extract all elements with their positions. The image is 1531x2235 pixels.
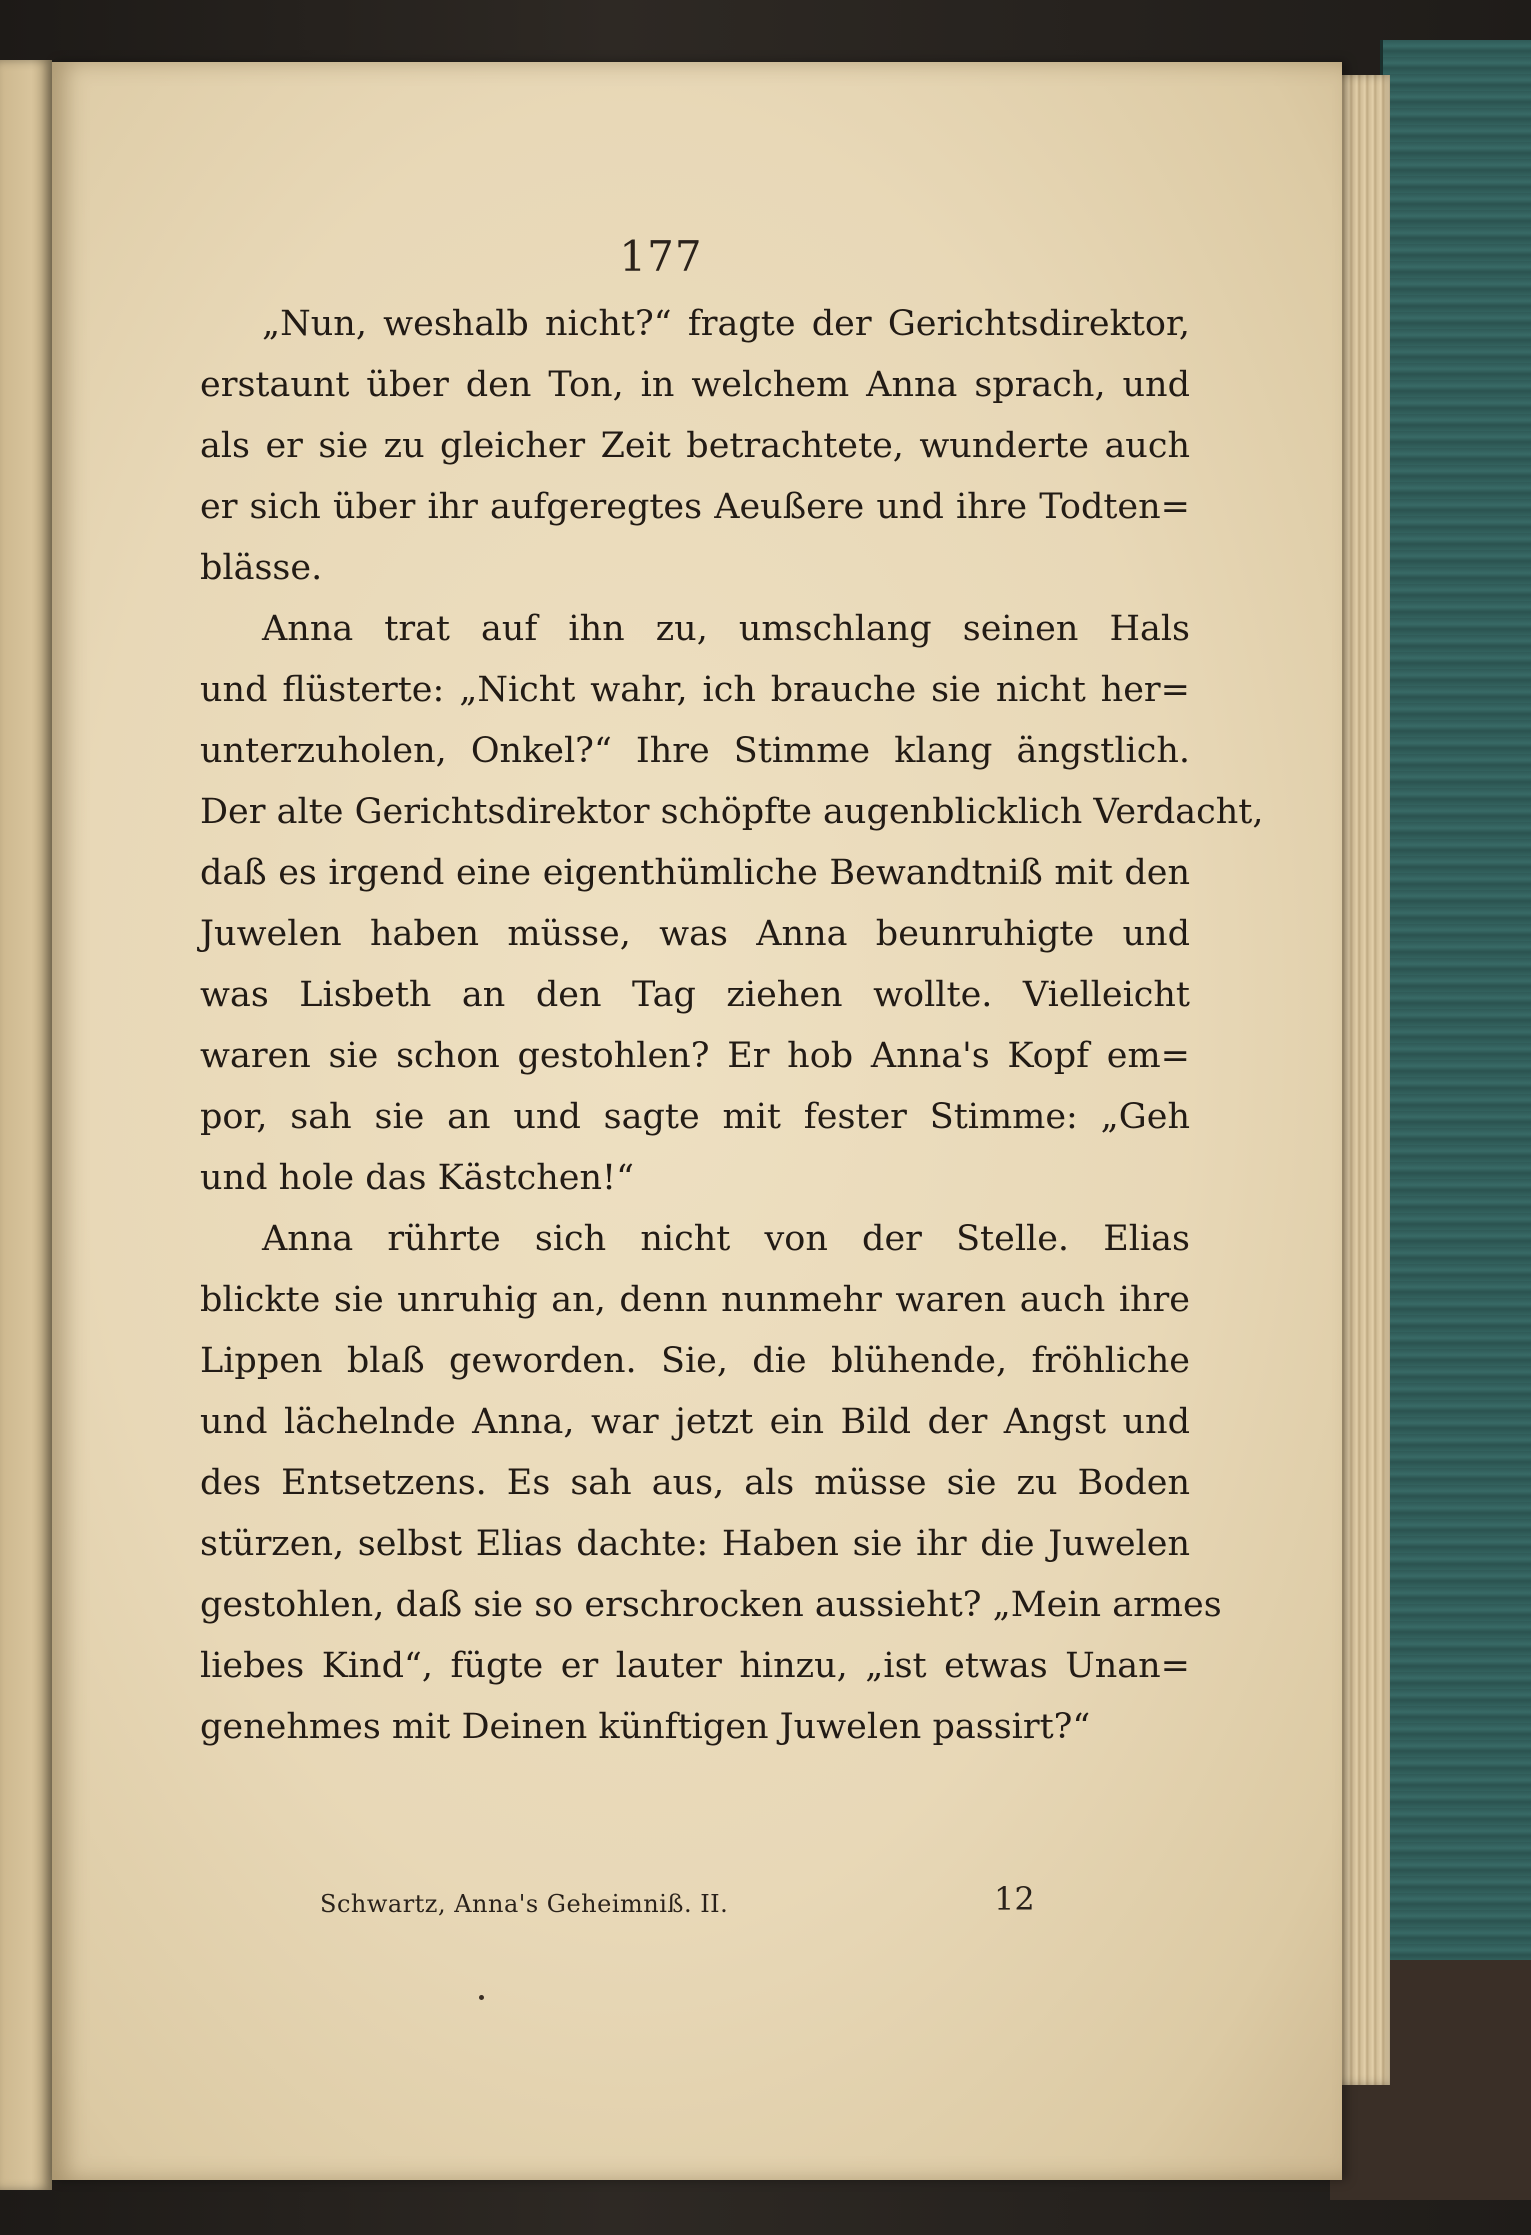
text-block	[200, 294, 1264, 1758]
text-line: des Entsetzens. Es sah aus, als müsse sie zu Boden	[200, 1463, 1190, 1503]
text-line: Juwelen haben müsse, was Anna beunruhigte und	[200, 914, 1190, 954]
text-line: Lippen blaß geworden. Sie, die blühende, fröhliche	[200, 1341, 1190, 1381]
page-number: 177	[619, 232, 703, 281]
text-line: por, sah sie an und sagte mit fester Stimme: „Geh	[200, 1097, 1190, 1137]
text-line: daß es irgend eine eigenthümliche Bewandtniß mit den	[200, 853, 1190, 893]
text-line: Anna trat auf ihn zu, umschlang seinen Hals	[262, 609, 1190, 649]
text-line: „Nun, weshalb nicht?“ fragte der Gerichtsdirektor,	[262, 304, 1190, 344]
paper-speck	[479, 1995, 484, 2000]
book-page	[52, 62, 1342, 2180]
text-line: als er sie zu gleicher Zeit betrachtete, wunderte auch	[200, 426, 1190, 466]
footer-source-line: Schwartz, Anna's Geheimniß. II.	[320, 1890, 729, 1918]
text-line: unterzuholen, Onkel?“ Ihre Stimme klang ängstlich.	[200, 731, 1190, 771]
text-line: stürzen, selbst Elias dachte: Haben sie ihr die Juwelen	[200, 1524, 1190, 1564]
page-footer	[320, 1880, 1190, 1930]
text-line: Der alte Gerichtsdirektor schöpfte augenblicklich Verdacht,	[200, 792, 1264, 832]
text-line: und hole das Kästchen!“	[200, 1158, 635, 1198]
text-line: blickte sie unruhig an, denn nunmehr waren auch ihre	[200, 1280, 1190, 1320]
paragraph-1	[200, 294, 1190, 599]
left-page-edge	[0, 60, 52, 2190]
text-line: und flüsterte: „Nicht wahr, ich brauche sie nicht her=	[200, 670, 1190, 710]
text-line: gestohlen, daß sie so erschrocken aussieht? „Mein armes	[200, 1585, 1222, 1625]
text-line: erstaunt über den Ton, in welchem Anna sprach, und	[200, 365, 1190, 405]
book-cover	[1380, 40, 1531, 2190]
paragraph-2	[200, 599, 1264, 1209]
text-line: waren sie schon gestohlen? Er hob Anna's Kopf em=	[200, 1036, 1190, 1076]
text-line: was Lisbeth an den Tag ziehen wollte. Vielleicht	[200, 975, 1190, 1015]
text-line: genehmes mit Deinen künftigen Juwelen passirt?“	[200, 1707, 1091, 1747]
text-line: liebes Kind“, fügte er lauter hinzu, „ist etwas Unan=	[200, 1646, 1190, 1686]
text-line: und lächelnde Anna, war jetzt ein Bild der Angst und	[200, 1402, 1190, 1442]
signature-mark: 12	[994, 1880, 1035, 1918]
text-line: er sich über ihr aufgeregtes Aeußere und ihre Todten=	[200, 487, 1190, 527]
text-line: Anna rührte sich nicht von der Stelle. Elias	[262, 1219, 1190, 1259]
text-line: blässe.	[200, 548, 323, 588]
paragraph-3	[200, 1209, 1222, 1758]
